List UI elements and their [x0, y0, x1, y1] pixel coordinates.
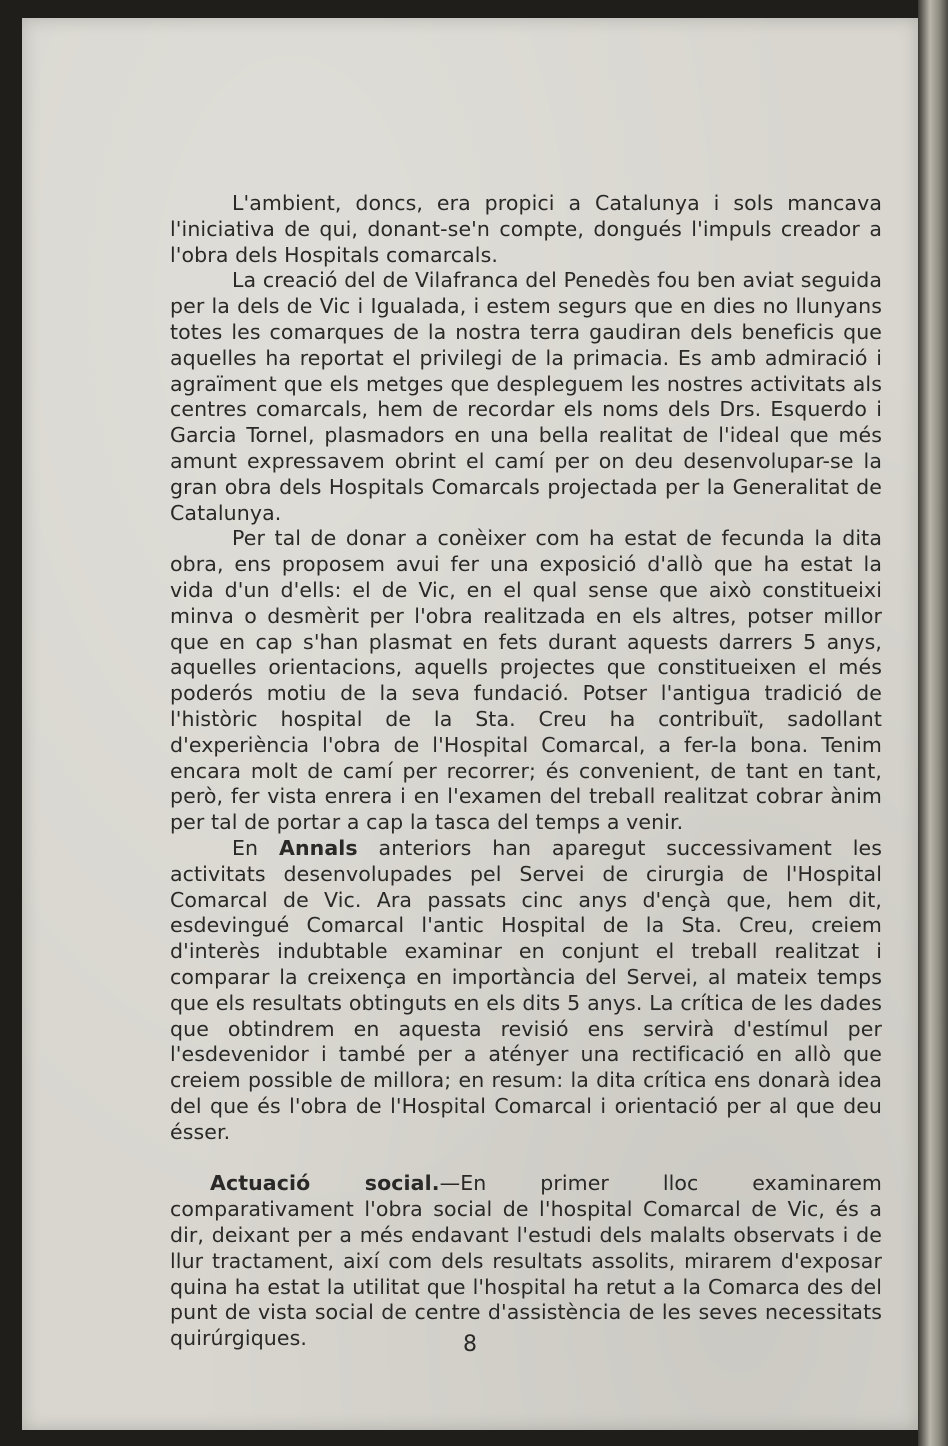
paragraph-annals — [170, 836, 882, 1146]
paragraph-vilafranca: La creació del de Vilafranca del Penedès fou ben aviat seguida per la dels de Vic i Igualada, i estem segurs que en dies no llunyans totes les comarques de la nostra terra gaudiran dels beneficis que aquelles ha reportat el privilegi de la primacia. Es amb admiració i agraïment que els metges que despleguem les nostres activitats als centres comarcals, hem de recordar els noms dels Drs. Esquerdo i Garcia Tornel, plasmadors en una bella realitat de l'ideal que més amunt expressavem obrint el camí per on deu desenvolupar-se la gran obra dels Hospitals Comarcals projectada per la Generalitat de Catalunya. — [170, 268, 882, 525]
body-text — [170, 191, 882, 1352]
annals-prefix: En — [232, 835, 279, 860]
paragraph-vic: Per tal de donar a conèixer com ha estat de fecunda la dita obra, ens proposem avui fer una exposició d'allò que ha estat la vida d'un d'ells: el de Vic, en el qual sense que això constitueixi minva o desmèrit per l'obra realitzada en els altres, potser millor que en cap s'han plasmat en fets durant aquests darrers 5 anys, aquelles orientacions, aquells projectes que constitueixen el més poderós motiu de la seva fundació. Potser l'antigua tradició de l'històric hospital de la Sta. Creu ha contribuït, sadollant d'experiència l'obra de l'Hospital Comarcal, a fer-la bona. Tenim encara molt de camí per recorrer; és convenient, de tant en tant, però, fer vista enrera i en l'examen del treball realitzat cobrar ànim per tal de portar a cap la tasca del temps a venir. — [170, 526, 882, 835]
paragraph-intro: L'ambient, doncs, era propici a Catalunya i sols mancava l'iniciativa de qui, donant-se'n compte, dongués l'impuls creador a l'obra dels Hospitals comarcals. — [170, 191, 882, 267]
paper-sheet — [22, 18, 918, 1430]
book-spine-edge — [918, 0, 948, 1446]
social-text: —En primer lloc examinarem comparativament l'obra social de l'hospital Comarcal de Vic, és a dir, deixant per a més endavant l'estudi dels malalts observats i de llur tractament, així com dels resultats assolits, mirarem d'exposar quina ha estat la utilitat que l'hospital ha retut a la Comarca des del punt de vista social de centre d'assistència de les seves necessitats quirúrgiques. — [170, 1171, 883, 1351]
paragraph-social — [170, 1171, 882, 1352]
page-number: 8 — [463, 1332, 477, 1357]
annals-text: anteriors han aparegut successivament les activitats desenvolupades pel Servei de cirurgia de l'Hospital Comarcal de Vic. Ara passats cinc anys d'ençà que, hem dit, esdevingué Comarcal l'antic Hospital de la Sta. Creu, creiem d'interès indubtable examinar en conjunt el treball realitzat i comparar la creixença en importància del Servei, al mateix temps que els resultats obtinguts en els dits 5 anys. La crítica de les dades que obtindrem en aquesta revisió ens servirà d'estímul per l'esdevenidor i també per a atényer una rectificació en allò que creiem possible de millora; en resum: la dita crítica ens donarà idea del que és l'obra de l'Hospital Comarcal i orientació per al que deu ésser. — [170, 835, 883, 1144]
annals-title: Annals — [278, 835, 358, 860]
social-heading: Actuació social. — [210, 1171, 440, 1196]
